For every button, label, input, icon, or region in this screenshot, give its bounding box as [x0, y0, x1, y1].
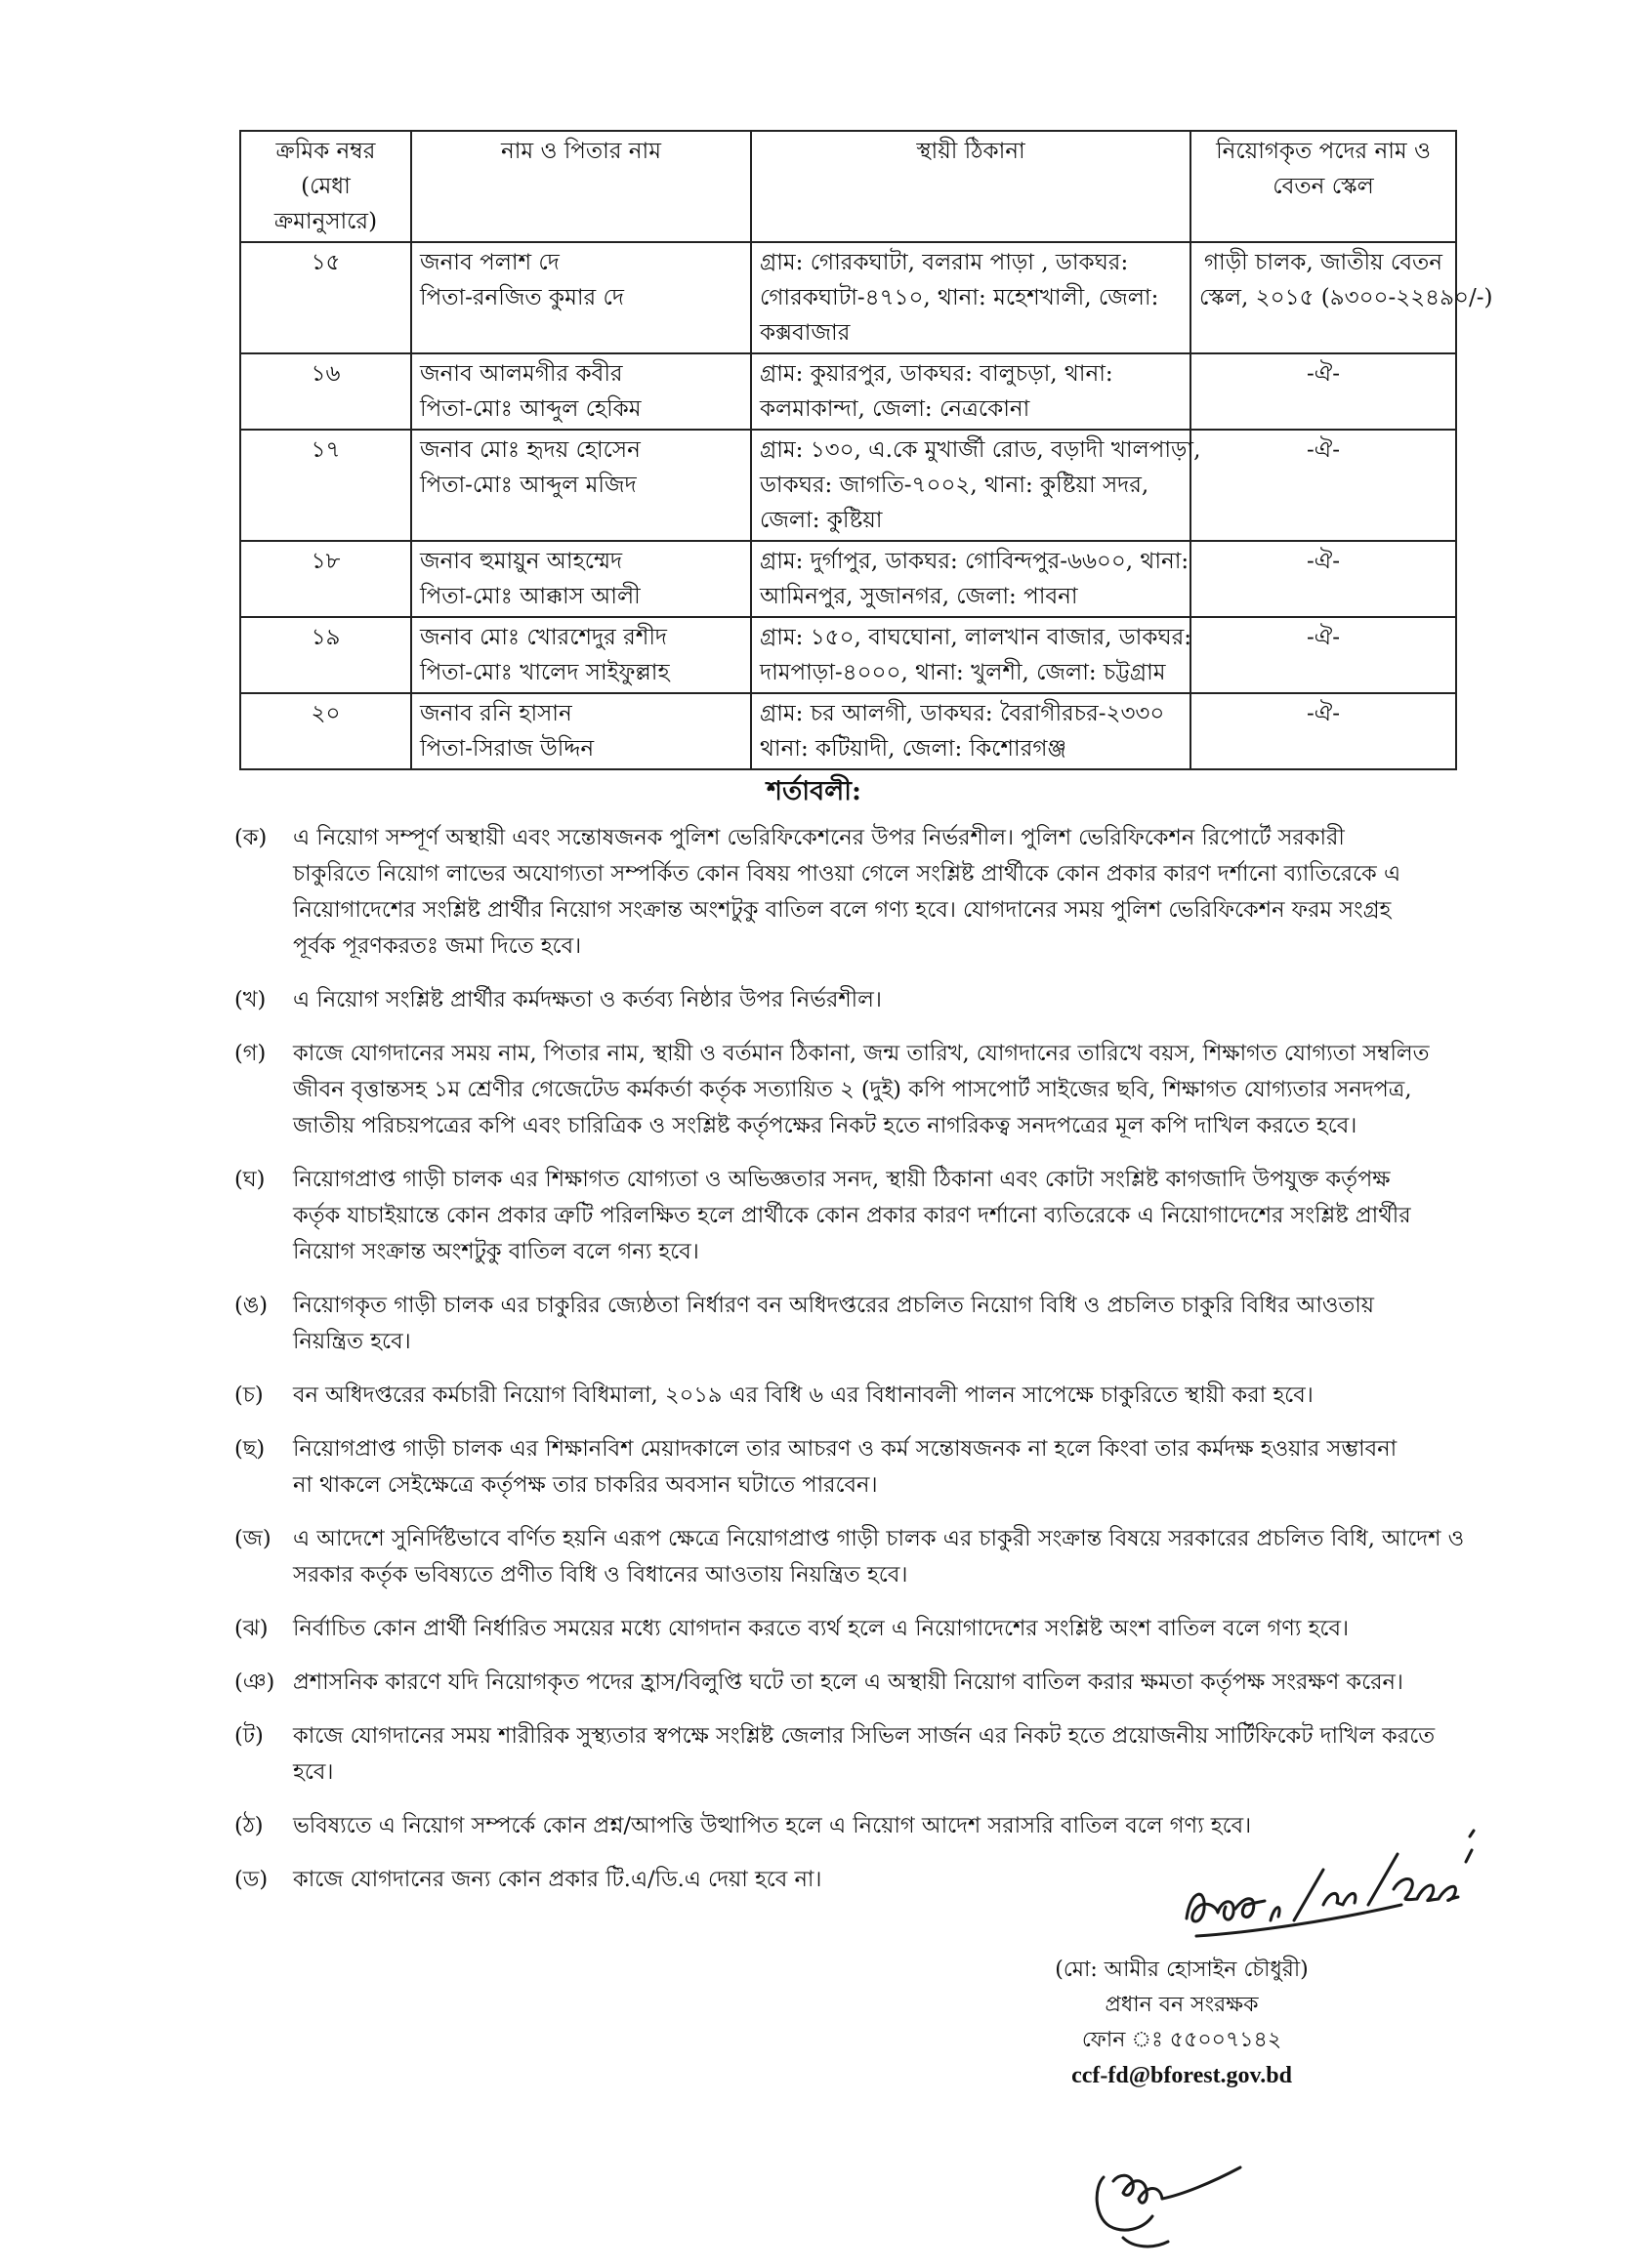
header-name: নাম ও পিতার নাম [411, 131, 751, 242]
term-label: (ঝ) [234, 1616, 269, 1641]
father-name: পিতা-মোঃ আক্কাস আলী [420, 584, 641, 609]
address-cell [751, 353, 1190, 430]
address-line: কক্সবাজার [760, 320, 851, 346]
address-line: আমিনপুর, সুজানগর, জেলা: পাবনা [760, 584, 1078, 609]
signatory-name: (মো: আমীর হোসাইন চৌধুরী) [1055, 1958, 1309, 1982]
term-item [234, 1611, 1465, 1647]
post-line: -ঐ- [1306, 701, 1341, 726]
term-line: কাজে যোগদানের সময় নাম, পিতার নাম, স্থায়ী ও বর্তমান ঠিকানা, জন্ম তারিখ, যোগদানের তারিখে বয়স, শিক্ষাগত যোগ্যতা সম্বলিত [293, 1041, 1430, 1066]
signatory-email: ccf-fd@bforest.gov.bd [1071, 2063, 1292, 2088]
address-cell [751, 430, 1201, 541]
term-item [234, 1162, 1465, 1270]
term-line: জীবন বৃত্তান্তসহ ১ম শ্রেণীর গেজেটেড কর্মকর্তা কর্তৃক সত্যায়িত ২ (দুই) কপি পাসপোর্ট সাইজের ছবি, শিক্ষাগত যোগ্যতার সনদপত্র, [293, 1077, 1412, 1102]
term-line: না থাকলে সেইক্ষেত্রে কর্তৃপক্ষ তার চাকরির অবসান ঘটাতে পারবেন। [293, 1472, 878, 1498]
address-line: গ্রাম: ১৫০, বাঘঘোনা, লালখান বাজার, ডাকঘর: [760, 625, 1192, 650]
address-cell [751, 242, 1190, 353]
address-line: গ্রাম: কুয়ারপুর, ডাকঘর: বালুচড়া, থানা: [760, 361, 1113, 387]
post-line: -ঐ- [1306, 437, 1341, 463]
initials-signature-image [1084, 2148, 1260, 2255]
name-cell [411, 353, 751, 430]
serial-cell: ১৫ [240, 242, 411, 353]
header-serial: ক্রমিক নম্বর (মেধা ক্রমানুসারে) [240, 131, 411, 242]
candidate-name: জনাব মোঃ খোরশেদুর রশীদ [420, 625, 668, 650]
address-cell [751, 617, 1190, 693]
address-line: থানা: কটিয়াদী, জেলা: কিশোরগঞ্জ [760, 736, 1067, 762]
candidate-name: জনাব রনি হাসান [420, 701, 572, 726]
table-row [240, 242, 1456, 353]
term-line: সরকার কর্তৃক ভবিষ্যতে প্রণীত বিধি ও বিধানের আওতায় নিয়ন্ত্রিত হবে। [293, 1562, 908, 1588]
term-line: নিয়ন্ত্রিত হবে। [293, 1329, 411, 1354]
table-row [240, 353, 1456, 430]
father-name: পিতা-মোঃ খালেদ সাইফুল্লাহ [420, 660, 670, 685]
table-row [240, 693, 1456, 769]
term-label: (ঠ) [234, 1813, 264, 1838]
address-line: কলমাকান্দা, জেলা: নেত্রকোনা [760, 396, 1030, 422]
address-line: গোরকঘাটা-৪৭১০, থানা: মহেশখালী, জেলা: [760, 285, 1159, 310]
term-label: (ড) [234, 1867, 269, 1892]
address-cell [751, 693, 1190, 769]
serial-cell: ১৬ [240, 353, 411, 430]
term-line: পূর্বক পূরণকরতঃ জমা দিতে হবে। [293, 933, 582, 959]
header-post: নিয়োগকৃত পদের নাম ও বেতন স্কেল [1190, 131, 1456, 242]
term-line: নিয়োগাদেশের সংশ্লিষ্ট প্রার্থীর নিয়োগ সংক্রান্ত অংশটুকু বাতিল বলে গণ্য হবে। যোগদানের সময় পুলিশ ভেরিফিকেশন ফরম সংগ্রহ [293, 897, 1392, 923]
serial-cell: ১৯ [240, 617, 411, 693]
serial-cell: ২০ [240, 693, 411, 769]
address-line: গ্রাম: ১৩০, এ.কে মুখার্জী রোড, বড়াদী খালপাড়া, [760, 437, 1201, 463]
term-line: এ আদেশে সুনির্দিষ্টভাবে বর্ণিত হয়নি এরূপ ক্ষেত্রে নিয়োগপ্রাপ্ত গাড়ী চালক এর চাকুরী সংক্রান্ত বিষয়ে সরকারের প্রচলিত বিধি, আদেশ ও [293, 1526, 1465, 1551]
header-address: স্থায়ী ঠিকানা [751, 131, 1190, 242]
term-line: কাজে যোগদানের সময় শারীরিক সুস্থ্যতার স্বপক্ষে সংশ্লিষ্ট জেলার সিভিল সার্জন এর নিকট হতে প্রয়োজনীয় সার্টিফিকেট দাখিল করতে [293, 1723, 1436, 1749]
appointment-table [239, 130, 1493, 770]
address-line: জেলা: কুষ্টিয়া [760, 508, 883, 533]
term-line: নিয়োগকৃত গাড়ী চালক এর চাকুরির জ্যেষ্ঠতা নির্ধারণ বন অধিদপ্তরের প্রচলিত নিয়োগ বিধি ও প্রচলিত চাকুরি বিধির আওতায় [293, 1293, 1375, 1318]
term-item [234, 1718, 1465, 1791]
term-line: চাকুরিতে নিয়োগ লাভের অযোগ্যতা সম্পর্কিত কোন বিষয় পাওয়া গেলে সংশ্লিষ্ট প্রার্থীকে কোন প্রকার কারণ দর্শানো ব্যাতিরেকে এ [293, 861, 1401, 887]
term-item [234, 1521, 1465, 1593]
term-line: জাতীয় পরিচয়পত্রের কপি এবং চারিত্রিক ও সংশ্লিষ্ট কর্তৃপক্ষের নিকট হতে নাগরিকত্ব সনদপত্রের মূল কপি দাখিল করতে হবে। [293, 1113, 1357, 1138]
candidate-name: জনাব হুমায়ুন আহম্মেদ [420, 549, 623, 574]
father-name: পিতা-সিরাজ উদ্দিন [420, 736, 595, 762]
term-line: বন অধিদপ্তরের কর্মচারী নিয়োগ বিধিমালা, ২০১৯ এর বিধি ৬ এর বিধানাবলী পালন সাপেক্ষে চাকুরিতে স্থায়ী করা হবে। [293, 1382, 1314, 1408]
term-item [234, 1431, 1465, 1504]
post-cell [1190, 430, 1456, 541]
term-label: (জ) [234, 1526, 271, 1551]
post-cell [1190, 353, 1456, 430]
term-line: হবে। [293, 1759, 334, 1785]
term-label: (ট) [234, 1723, 264, 1749]
term-label: (ঞ) [234, 1670, 275, 1695]
term-item [234, 1378, 1465, 1414]
term-line: ভবিষ্যতে এ নিয়োগ সম্পর্কে কোন প্রশ্ন/আপত্তি উত্থাপিত হলে এ নিয়োগ আদেশ সরাসরি বাতিল বলে গণ্য হবে। [293, 1813, 1252, 1838]
address-line: গ্রাম: চর আলগী, ডাকঘর: বৈরাগীরচর-২৩৩০ [760, 701, 1165, 726]
post-cell [1190, 242, 1493, 353]
table-row [240, 541, 1456, 617]
term-item [234, 982, 1465, 1018]
name-cell [411, 430, 751, 541]
name-cell [411, 693, 751, 769]
signatory-designation: প্রধান বন সংরক্ষক [1105, 1993, 1259, 2017]
father-name: পিতা-রনজিত কুমার দে [420, 285, 624, 310]
post-cell [1190, 693, 1456, 769]
term-line: নিয়োগপ্রাপ্ত গাড়ী চালক এর শিক্ষানবিশ মেয়াদকালে তার আচরণ ও কর্ম সন্তোষজনক না হলে কিংবা তার কর্মদক্ষ হওয়ার সম্ভাবনা [293, 1436, 1398, 1462]
term-line: কর্তৃক যাচাইয়ান্তে কোন প্রকার ত্রুটি পরিলক্ষিত হলে প্রার্থীকে কোন প্রকার কারণ দর্শানো ব্যতিরেকে এ নিয়োগাদেশের সংশ্লিষ্ট প্রার্থীর [293, 1203, 1411, 1228]
name-cell [411, 541, 751, 617]
address-cell [751, 541, 1190, 617]
term-line: নিয়োগপ্রাপ্ত গাড়ী চালক এর শিক্ষাগত যোগ্যতা ও অভিজ্ঞতার সনদ, স্থায়ী ঠিকানা এবং কোটা সংশ্লিষ্ট কাগজাদি উপযুক্ত কর্তৃপক্ষ [293, 1167, 1391, 1192]
candidate-name: জনাব পলাশ দে [420, 250, 560, 275]
address-line: দামপাড়া-৪০০০, থানা: খুলশী, জেলা: চট্টগ্রাম [760, 660, 1166, 685]
term-item [234, 1288, 1465, 1360]
post-line: -ঐ- [1306, 549, 1341, 574]
term-line: এ নিয়োগ সম্পূর্ণ অস্থায়ী এবং সন্তোষজনক পুলিশ ভেরিফিকেশনের উপর নির্ভরশীল। পুলিশ ভেরিফিকেশন রিপোর্টে সরকারী [293, 825, 1345, 850]
father-name: পিতা-মোঃ আব্দুল হেকিম [420, 396, 642, 422]
term-label: (ছ) [234, 1436, 266, 1462]
handwritten-signature-image [1177, 1811, 1499, 1958]
name-cell [411, 617, 751, 693]
term-label: (চ) [234, 1382, 264, 1408]
term-label: (গ) [234, 1041, 267, 1066]
serial-cell: ১৮ [240, 541, 411, 617]
term-item [234, 1036, 1465, 1144]
post-line: -ঐ- [1306, 625, 1341, 650]
post-cell [1190, 541, 1456, 617]
signatory-phone: ফোন ঃ ৫৫০০৭১৪২ [1081, 2028, 1282, 2052]
terms-list [234, 820, 1465, 1898]
name-cell [411, 242, 751, 353]
address-line: ডাকঘর: জাগতি-৭০০২, থানা: কুষ্টিয়া সদর, [760, 473, 1149, 498]
term-label: (ক) [234, 825, 268, 850]
post-line: স্কেল, ২০১৫ (৯৩০০-২২৪৯০/-) [1199, 285, 1493, 310]
post-line: গাড়ী চালক, জাতীয় বেতন [1203, 250, 1443, 275]
term-line: প্রশাসনিক কারণে যদি নিয়োগকৃত পদের হ্রাস/বিলুপ্তি ঘটে তা হলে এ অস্থায়ী নিয়োগ বাতিল করার ক্ষমতা কর্তৃপক্ষ সংরক্ষণ করেন। [293, 1670, 1403, 1695]
term-line: নির্বাচিত কোন প্রার্থী নির্ধারিত সময়ের মধ্যে যোগদান করতে ব্যর্থ হলে এ নিয়োগাদেশের সংশ্লিষ্ট অংশ বাতিল বলে গণ্য হবে। [293, 1616, 1350, 1641]
father-name: পিতা-মোঃ আব্দুল মজিদ [420, 473, 637, 498]
term-line: এ নিয়োগ সংশ্লিষ্ট প্রার্থীর কর্মদক্ষতা ও কর্তব্য নিষ্ঠার উপর নির্ভরশীল। [293, 987, 882, 1012]
term-item [234, 1665, 1465, 1701]
post-cell [1190, 617, 1456, 693]
table-header-row [240, 131, 1456, 242]
term-line: কাজে যোগদানের জন্য কোন প্রকার টি.এ/ডি.এ দেয়া হবে না। [293, 1867, 822, 1892]
table-row [240, 430, 1456, 541]
term-label: (খ) [234, 987, 267, 1012]
signature-block [1021, 1953, 1343, 2093]
candidate-name: জনাব আলমগীর কবীর [420, 361, 623, 387]
terms-heading: শর্তাবলী: [767, 776, 861, 806]
term-line: নিয়োগ সংক্রান্ত অংশটুকু বাতিল বলে গন্য হবে। [293, 1239, 699, 1264]
table-row [240, 617, 1456, 693]
term-label: (ঙ) [234, 1293, 269, 1318]
term-label: (ঘ) [234, 1167, 266, 1192]
serial-cell: ১৭ [240, 430, 411, 541]
term-item [234, 820, 1465, 965]
address-line: গ্রাম: গোরকঘাটা, বলরাম পাড়া , ডাকঘর: [760, 250, 1129, 275]
address-line: গ্রাম: দুর্গাপুর, ডাকঘর: গোবিন্দপুর-৬৬০০, থানা: [760, 549, 1190, 574]
post-line: -ঐ- [1306, 361, 1341, 387]
candidate-name: জনাব মোঃ হৃদয় হোসেন [420, 437, 641, 463]
